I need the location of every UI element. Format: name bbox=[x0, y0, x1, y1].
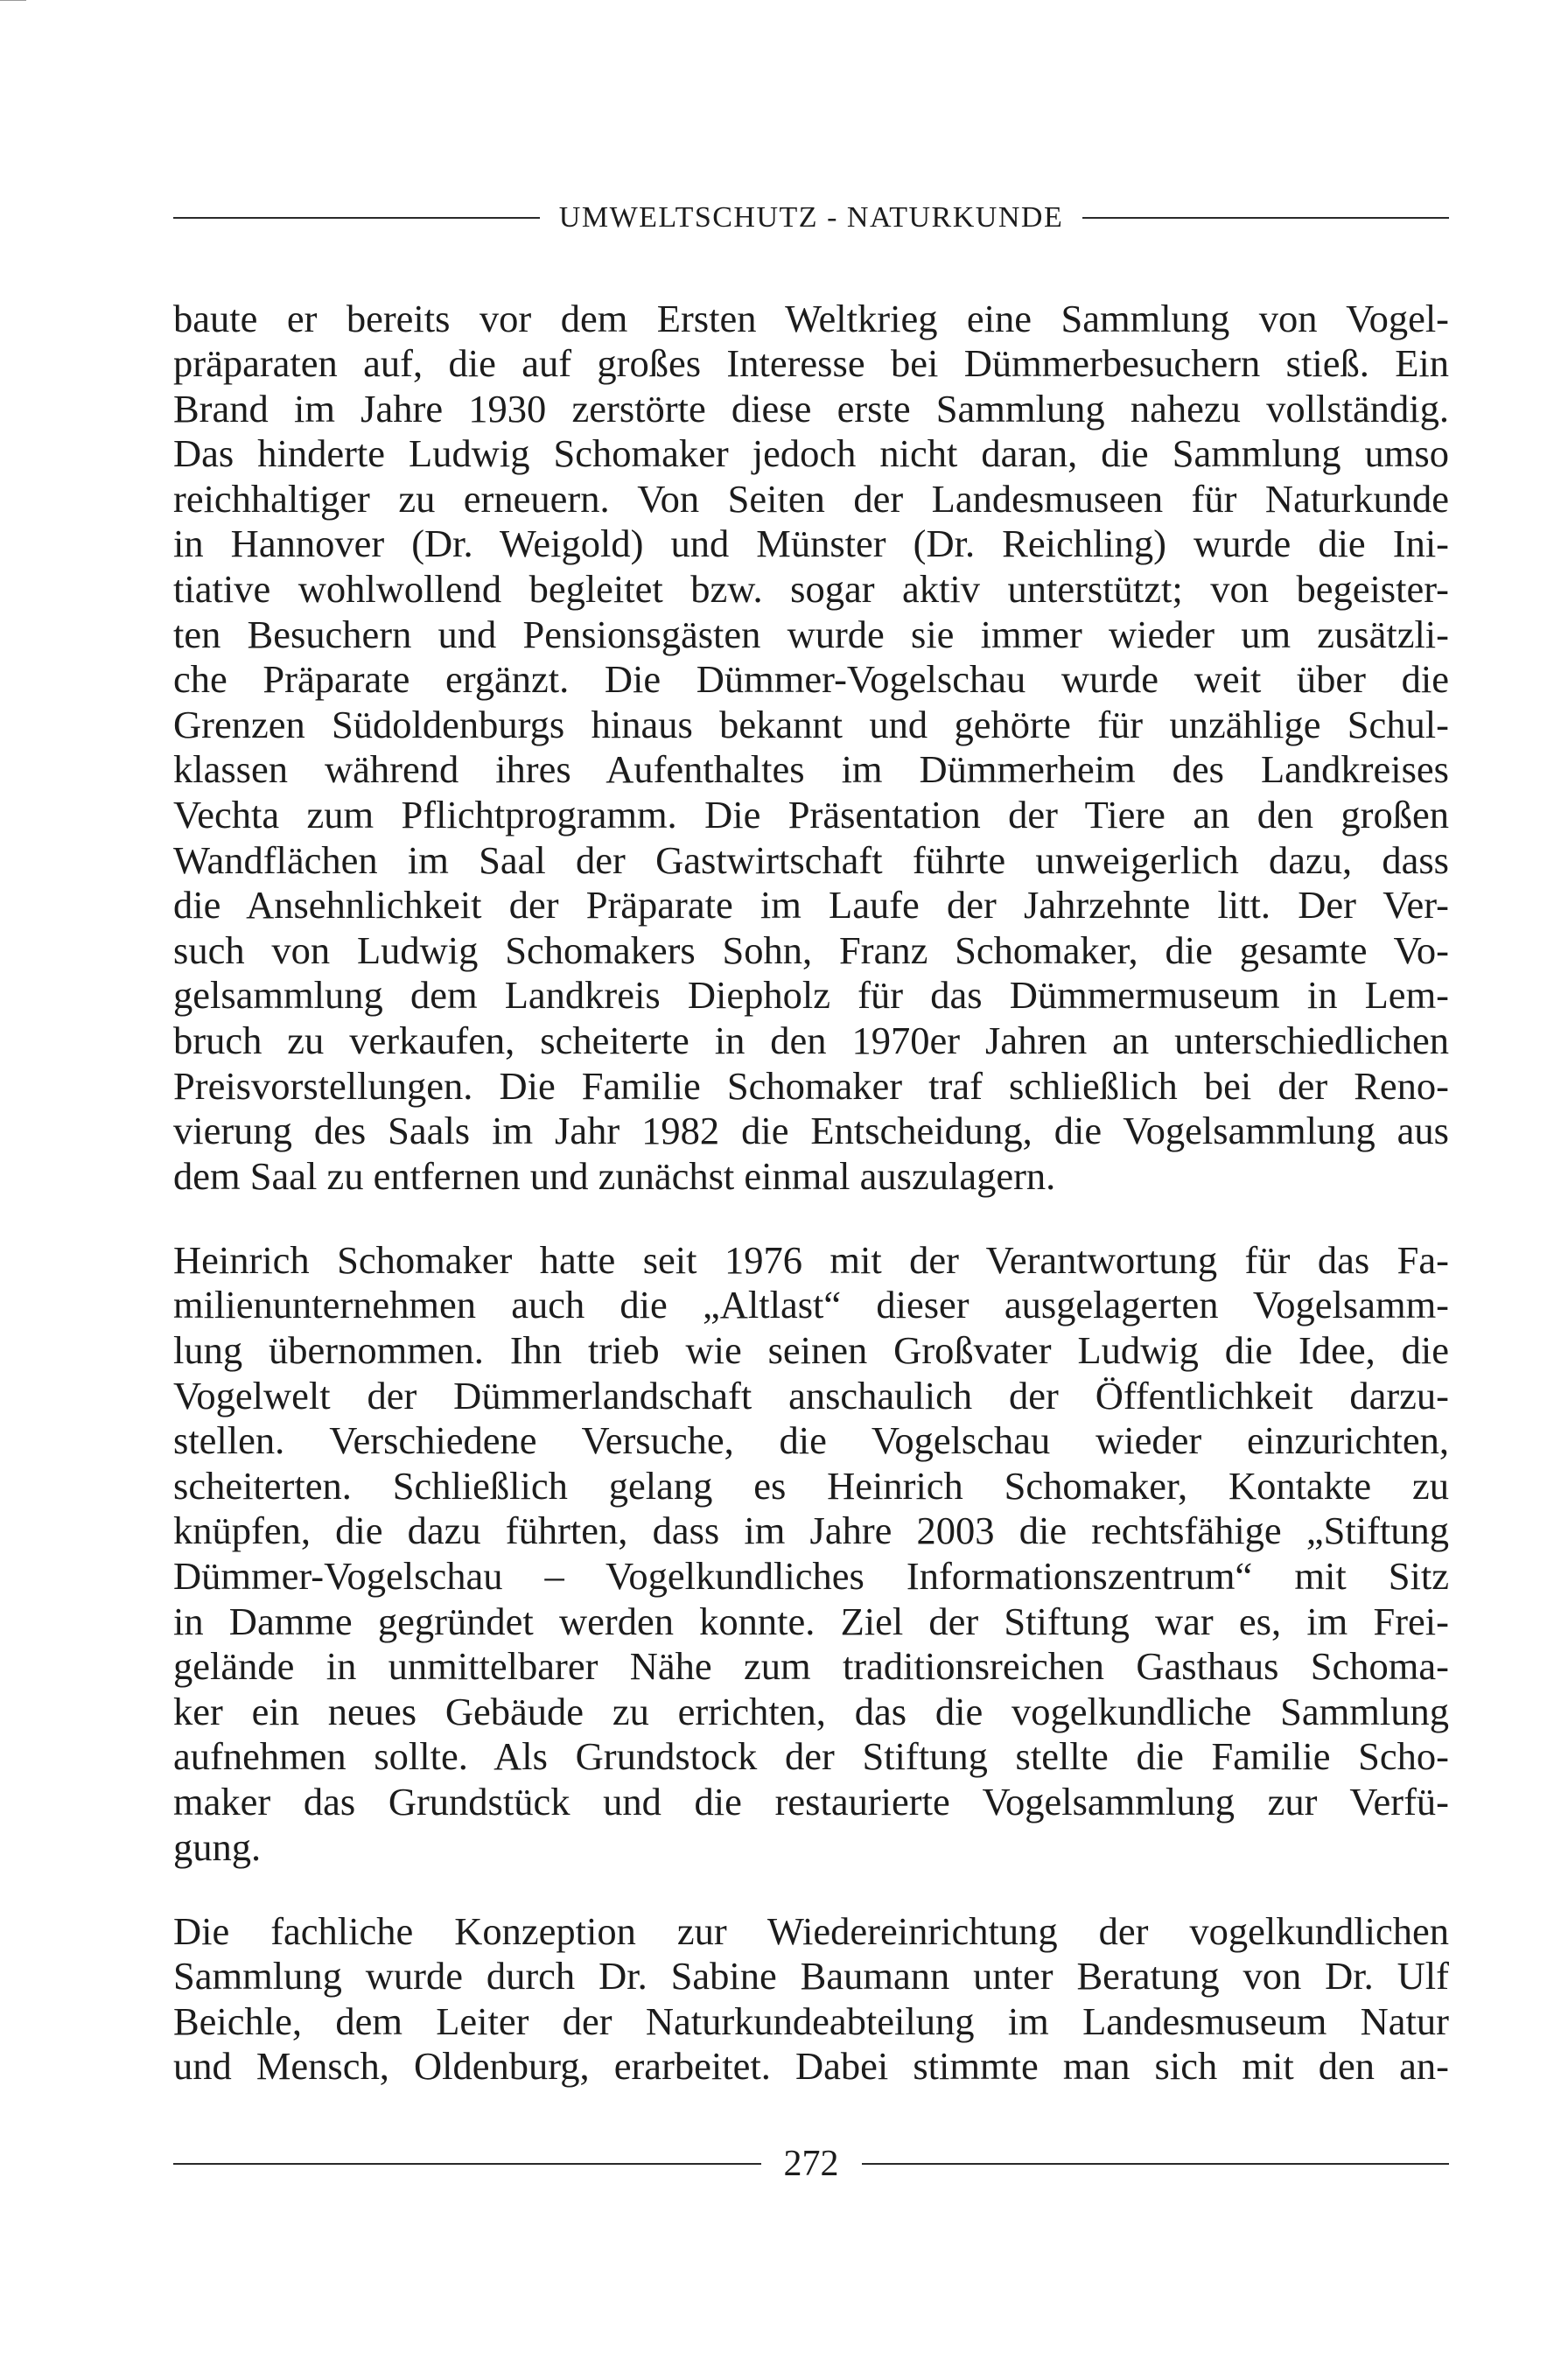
text-line: bruch zu verkaufen, scheiterte in den 1970er Jahren an unterschiedlichen bbox=[173, 1018, 1449, 1062]
scan-corner-mark bbox=[0, 0, 26, 1]
text-line: Dümmer-Vogelschau – Vogelkundliches Informationszentrum“ mit Sitz bbox=[173, 1554, 1449, 1599]
text-line: Die fachliche Konzeption zur Wiedereinrichtung der vogelkundlichen bbox=[173, 1908, 1449, 1953]
text-line: die Ansehnlichkeit der Präparate im Laufe der Jahrzehnte litt. Der Ver- bbox=[173, 883, 1449, 928]
running-head-rule-left bbox=[173, 217, 540, 219]
text-line: dem Saal zu entfernen und zunächst einmal auszulagern. bbox=[173, 1153, 1056, 1198]
running-head bbox=[173, 199, 1449, 237]
running-head-title: UMWELTSCHUTZ - NATURKUNDE bbox=[558, 201, 1064, 234]
text-line: Preisvorstellungen. Die Familie Schomaker traf schließlich bei der Reno- bbox=[173, 1063, 1449, 1108]
paragraph bbox=[173, 1909, 1449, 2090]
footer-rule-right bbox=[862, 2163, 1450, 2165]
text-line: gelände in unmittelbarer Nähe zum traditionsreichen Gasthaus Schoma- bbox=[173, 1644, 1449, 1689]
text-line: knüpfen, die dazu führten, dass im Jahre 2003 die rechtsfähige „Stiftung bbox=[173, 1508, 1449, 1553]
page-footer bbox=[173, 2142, 1449, 2186]
text-line: baute er bereits vor dem Ersten Weltkrieg eine Sammlung von Vogel- bbox=[173, 296, 1449, 340]
paragraph bbox=[173, 297, 1449, 1200]
text-line: Grenzen Südoldenburgs hinaus bekannt und gehörte für unzählige Schul- bbox=[173, 702, 1449, 746]
text-line: che Präparate ergänzt. Die Dümmer-Vogelschau wurde weit über die bbox=[173, 657, 1449, 702]
text-line: Heinrich Schomaker hatte seit 1976 mit der Verantwortung für das Fa- bbox=[173, 1237, 1449, 1282]
paragraph-container bbox=[173, 297, 1449, 2090]
text-line: aufnehmen sollte. Als Grundstock der Stiftung stellte die Familie Scho- bbox=[173, 1734, 1449, 1779]
footer-rule-left bbox=[173, 2163, 761, 2165]
text-line: Vogelwelt der Dümmerlandschaft anschaulich der Öffentlichkeit darzu- bbox=[173, 1373, 1449, 1418]
text-line: Sammlung wurde durch Dr. Sabine Baumann unter Beratung von Dr. Ulf bbox=[173, 1954, 1449, 1998]
text-line: maker das Grundstück und die restaurierte Vogelsammlung zur Verfü- bbox=[173, 1780, 1449, 1824]
text-line: lung übernommen. Ihn trieb wie seinen Großvater Ludwig die Idee, die bbox=[173, 1328, 1449, 1373]
body-text bbox=[173, 257, 1449, 2129]
text-line: und Mensch, Oldenburg, erarbeitet. Dabei stimmte man sich mit den an- bbox=[173, 2044, 1449, 2089]
text-line: in Hannover (Dr. Weigold) und Münster (Dr. Reichling) wurde die Ini- bbox=[173, 522, 1449, 566]
text-line: vierung des Saals im Jahr 1982 die Entscheidung, die Vogelsammlung aus bbox=[173, 1109, 1449, 1153]
text-line: klassen während ihres Aufenthaltes im Dümmerheim des Landkreises bbox=[173, 747, 1449, 792]
page-number: 272 bbox=[783, 2144, 839, 2184]
text-line: gung. bbox=[173, 1824, 262, 1869]
text-line: milienunternehmen auch die „Altlast“ dieser ausgelagerten Vogelsamm- bbox=[173, 1283, 1449, 1327]
text-line: tiative wohlwollend begleitet bzw. sogar aktiv unterstützt; von begeister- bbox=[173, 567, 1449, 612]
text-line: Brand im Jahre 1930 zerstörte diese erste Sammlung nahezu vollständig. bbox=[173, 386, 1449, 430]
paragraph bbox=[173, 1238, 1449, 1870]
text-line: Beichle, dem Leiter der Naturkundeabteilung im Landesmuseum Natur bbox=[173, 1998, 1449, 2043]
text-line: reichhaltiger zu erneuern. Von Seiten der Landesmuseen für Naturkunde bbox=[173, 476, 1449, 521]
text-line: such von Ludwig Schomakers Sohn, Franz Schomaker, die gesamte Vo- bbox=[173, 928, 1449, 972]
text-line: Das hinderte Ludwig Schomaker jedoch nicht daran, die Sammlung umso bbox=[173, 431, 1449, 476]
text-line: scheiterten. Schließlich gelang es Heinrich Schomaker, Kontakte zu bbox=[173, 1463, 1449, 1508]
text-line: gelsammlung dem Landkreis Diepholz für das Dümmermuseum in Lem- bbox=[173, 973, 1449, 1018]
text-line: stellen. Verschiedene Versuche, die Vogelschau wieder einzurichten, bbox=[173, 1418, 1449, 1463]
text-line: Wandflächen im Saal der Gastwirtschaft führte unweigerlich dazu, dass bbox=[173, 837, 1449, 882]
running-head-rule-right bbox=[1082, 217, 1449, 219]
text-line: präparaten auf, die auf großes Interesse bei Dümmerbesuchern stieß. Ein bbox=[173, 341, 1449, 386]
text-line: ker ein neues Gebäude zu errichten, das die vogelkundliche Sammlung bbox=[173, 1689, 1449, 1733]
text-line: in Damme gegründet werden konnte. Ziel der Stiftung war es, im Frei- bbox=[173, 1599, 1449, 1643]
text-line: Vechta zum Pflichtprogramm. Die Präsentation der Tiere an den großen bbox=[173, 793, 1449, 837]
text-line: ten Besuchern und Pensionsgästen wurde sie immer wieder um zusätzli- bbox=[173, 612, 1449, 656]
